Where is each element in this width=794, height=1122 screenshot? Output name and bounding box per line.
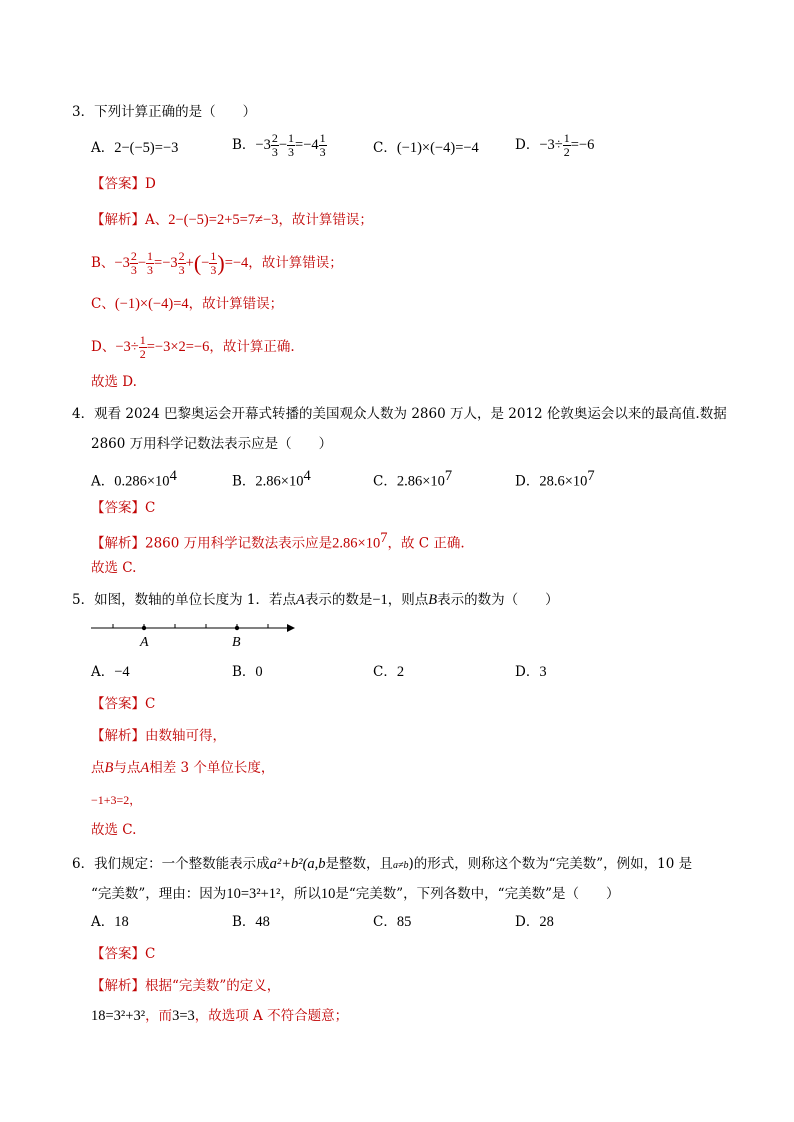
q3-option-c[interactable]: C．(−1)×(−4)=−4 [373,140,479,156]
q3-analysis-d: D、−3÷ $\frac{1}{2}$ =−3×2=−6，故计算正确. [91,333,295,361]
q6-answer: 【答案】C [91,946,156,962]
q5-answer: 【答案】C [91,696,156,712]
point-a-label: A [140,635,149,650]
q5-option-b[interactable]: B．0 [232,664,263,680]
q5-option-c[interactable]: C．2 [373,664,405,680]
q4-option-a[interactable]: A．$0.286\times 10^4$ [91,468,177,490]
q4-stem-line1: 4．观看 2024 巴黎奥运会开幕式转播的美国观众人数为 2860 万人，是 2012 伦敦奥运会以来的最高值.数据 [72,406,727,422]
q3-option-d[interactable]: D．−3÷ $\frac{1}{2}$ =−6 [515,131,595,159]
q6-option-a[interactable]: A．18 [91,914,129,930]
q4-analysis: 【解析】2860 万用科学记数法表示应是$2.86\times 10^7$，故 C 正确. [91,530,465,552]
q6-analysis-2: 18=3²+3²，而3=3，故选项 A 不符合题意； [91,1008,349,1024]
q4-option-d[interactable]: D．$28.6\times 10^7$ [515,468,595,490]
q6-stem-line1: 6．我们规定：一个整数能表示成a²+b²(a,b是整数，且a≠b)的形式，则称这个数为“完美数”，例如，10 是 [72,856,693,872]
q4-option-c[interactable]: C．$2.86\times 10^7$ [373,468,453,490]
q4-answer: 【答案】C [91,500,156,516]
point-a-dot [142,626,146,630]
q5-analysis-2: 点B与点A相差 3 个单位长度， [91,760,275,776]
q3-conclusion: 故选 D. [91,374,137,390]
q6-option-b[interactable]: B．48 [232,914,270,930]
q5-conclusion: 故选 C. [91,822,137,838]
q3-analysis-a: 【解析】A、2−(−5)=2+5=7≠−3，故计算错误； [91,212,373,228]
q3-answer: 【答案】D [91,176,156,192]
q6-option-c[interactable]: C．85 [373,914,412,930]
q5-stem: 5．如图，数轴的单位长度为 1．若点A表示的数是−1，则点B表示的数为（ ） [72,592,559,608]
number-line-arrow-icon [287,624,295,632]
q6-option-d[interactable]: D．28 [515,914,554,930]
q5-analysis-1: 【解析】由数轴可得， [91,728,226,744]
q3-option-b[interactable]: B．−3 $\frac{2}{3}$ − $\frac{1}{3}$ =−4 $\frac{1}{3}$ [232,131,326,159]
point-b-dot [235,626,239,630]
point-b-label: B [232,635,241,650]
q3-analysis-b: B、−3 $\frac{2}{3}$ − $\frac{1}{3}$ =−3 $\frac{2}{3}$ +(− $\frac{1}{3}$ )=−4，故计算错误； [91,249,343,277]
q5-analysis-3: −1+3=2， [91,793,142,807]
q3-analysis-c: C、(−1)×(−4)=4，故计算错误； [91,296,284,312]
q4-stem-line2: 2860 万用科学记数法表示应是（ ） [91,436,333,452]
q4-conclusion: 故选 C. [91,560,137,576]
number-line [91,616,296,650]
q6-analysis-1: 【解析】根据“完美数”的定义， [91,978,281,994]
q5-option-a[interactable]: A．−4 [91,664,130,680]
q3-stem: 3．下列计算正确的是（ ） [72,104,257,120]
q4-option-b[interactable]: B．$2.86\times 10^4$ [232,468,311,490]
q6-stem-line2: “完美数”，理由：因为10=3²+1²，所以10是“完美数”，下列各数中，“完美数”是（ ） [91,886,620,902]
q3-option-a[interactable]: A．2−(−5)=−3 [91,140,179,156]
q5-option-d[interactable]: D．3 [515,664,547,680]
